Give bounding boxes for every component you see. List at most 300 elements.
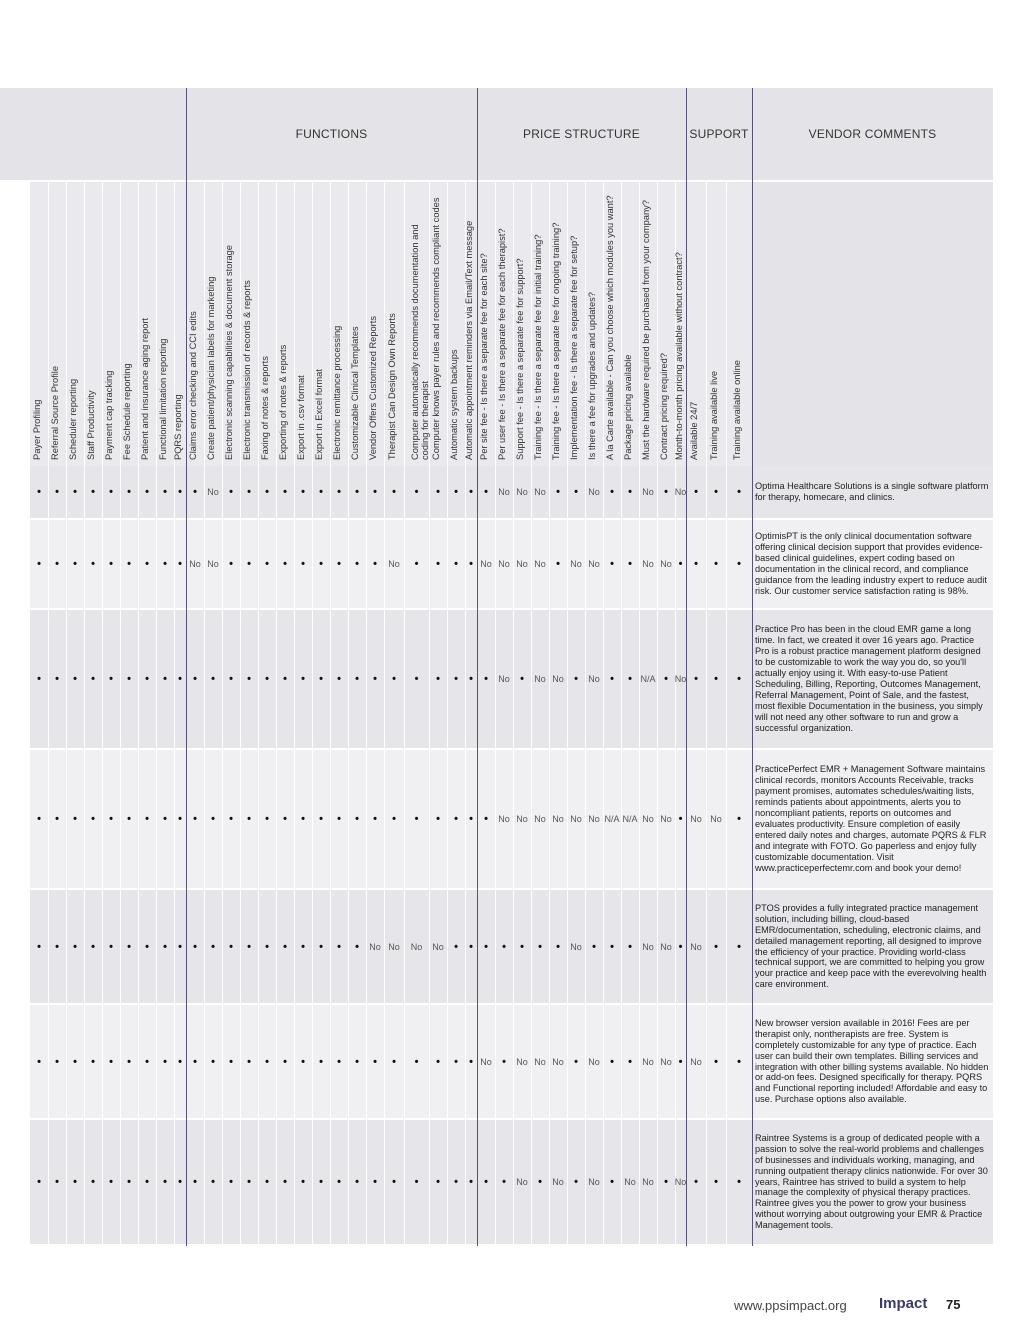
cell-value: • (355, 558, 359, 570)
cell-value: • (319, 1055, 323, 1068)
cell-value: No (388, 559, 400, 569)
cell-value: • (737, 486, 741, 498)
cell-value: • (283, 1055, 287, 1068)
cell-value: • (178, 1176, 182, 1188)
cell-value: • (265, 1176, 269, 1188)
cell-value: • (319, 486, 323, 498)
cell-value: • (414, 558, 419, 570)
cell-value: No (516, 1177, 528, 1187)
cell-value: • (737, 558, 741, 570)
column-header (174, 184, 186, 464)
cell-value: • (163, 673, 167, 685)
vendor-comment: New browser version available in 2016! Fees are per therapist only, nontherapists are free. System is completely customizable for any type of practice. Each user can build their own templates. Billing services and integration with other billing systems available. No hidden or add-on fees. Designed specifically for therapy. PQRS and Functional reporting included! Affordable and easy to use. Purchase options also available. (755, 1017, 989, 1105)
cell-value: No (516, 814, 528, 824)
column-header (138, 184, 156, 464)
cell-value: • (714, 940, 718, 953)
cell-value: • (373, 1176, 377, 1188)
cell-value: N/A (622, 814, 638, 824)
cell-value: • (193, 940, 197, 953)
cell-value: • (628, 486, 632, 498)
column-header (204, 184, 222, 464)
cell-value: • (301, 940, 305, 953)
cell-value: • (163, 940, 167, 953)
cell-value: No (480, 1056, 492, 1067)
cell-value: No (642, 559, 654, 569)
cell-value: • (55, 1055, 59, 1068)
cell-value: • (373, 486, 377, 498)
cell-value: • (265, 673, 269, 685)
column-header (447, 184, 465, 464)
cell-value: • (469, 673, 473, 685)
cell-value: • (337, 813, 341, 825)
cell-value: • (319, 940, 323, 953)
column-header-label: Referral Source Profile (50, 365, 60, 460)
cell-value: No (498, 559, 510, 569)
cell-value: • (694, 486, 698, 498)
cell-value: N/A (640, 674, 656, 684)
cell-value: • (163, 1176, 167, 1188)
cell-value: • (37, 673, 41, 685)
cell-value: • (469, 486, 473, 498)
column-header-label: Electronic scanning capabilities & document storage (224, 245, 234, 460)
cell-value: • (319, 673, 323, 685)
cell-value: • (229, 486, 233, 498)
column-header (675, 184, 686, 464)
cell-value: • (538, 940, 542, 953)
cell-value: • (283, 486, 287, 498)
cell-value: No (534, 559, 546, 569)
cell-value: • (145, 1176, 149, 1188)
cell-value: • (247, 940, 251, 953)
cell-value: • (247, 1055, 251, 1068)
cell-value: • (337, 486, 341, 498)
cell-value: • (454, 558, 458, 570)
column-header (186, 184, 204, 464)
cell-value: • (538, 1176, 542, 1188)
cell-value: • (229, 1055, 233, 1068)
cell-value: • (469, 940, 473, 953)
cell-value: • (145, 1055, 149, 1068)
cell-value: • (178, 940, 182, 953)
cell-value: • (610, 486, 614, 498)
cell-value: No (410, 941, 423, 952)
cell-value: • (55, 486, 59, 498)
cell-value: • (664, 673, 668, 685)
cell-value: No (690, 941, 702, 952)
column-header-label: Training fee - Is there a separate fee for ongoing training? (551, 222, 561, 460)
cell-value: • (484, 673, 488, 685)
cell-value: No (642, 1177, 654, 1187)
column-header-label: Available 24/7 (689, 401, 699, 460)
column-header (495, 184, 513, 464)
cell-value: • (436, 1176, 440, 1188)
column-header (66, 184, 84, 464)
cell-value: • (247, 813, 251, 825)
cell-value: • (556, 558, 560, 570)
cell-value: • (694, 673, 698, 685)
cell-value: • (502, 940, 506, 953)
cell-value: • (319, 558, 323, 570)
cell-value: No (642, 487, 654, 497)
cell-value: • (392, 486, 396, 498)
cell-value: • (319, 813, 323, 825)
cell-value: No (710, 814, 722, 824)
cell-value: No (534, 1056, 546, 1067)
column-header (294, 184, 312, 464)
cell-value: • (436, 813, 440, 825)
cell-value: No (642, 814, 654, 824)
cell-value: • (737, 813, 741, 825)
cell-value: • (714, 673, 718, 685)
cell-value: • (301, 673, 305, 685)
cell-value: • (301, 813, 305, 825)
cell-value: • (337, 1055, 341, 1068)
cell-value: • (211, 940, 215, 953)
cell-value: • (414, 673, 419, 685)
cell-value: • (145, 813, 149, 825)
cell-value: • (355, 486, 359, 498)
cell-value: No (516, 1056, 528, 1067)
cell-value: • (414, 1055, 419, 1068)
cell-value: • (301, 558, 305, 570)
cell-value: • (145, 673, 149, 685)
column-header-label: Export in Excel format (314, 369, 324, 460)
cell-value: • (373, 558, 377, 570)
cell-value: • (454, 486, 458, 498)
cell-value: • (337, 1176, 341, 1188)
section-vendor-comments-title: VENDOR COMMENTS (808, 127, 937, 141)
vendor-comment: OptimisPT is the only clinical documentation software offering clinical decision support that provides evidence-based clinical guidelines, expert coding based on documentation in the clinical record, and compliance guidance from the leading industry expert to reduce audit risk. Our customer service satisfaction rating is 98%. (755, 531, 987, 596)
cell-value: • (454, 673, 458, 685)
column-header-label: Implementation fee - Is there a separate fee for setup? (569, 235, 579, 460)
cell-value: No (534, 674, 546, 684)
cell-value: • (127, 486, 131, 498)
cell-value: • (414, 813, 419, 825)
cell-value: No (690, 1056, 702, 1067)
cell-value: No (552, 814, 564, 824)
column-header-label: Per user fee - Is there a separate fee for each therapist? (497, 228, 507, 460)
column-header (222, 184, 240, 464)
cell-value: No (642, 1056, 654, 1067)
cell-value: No (570, 559, 582, 569)
cell-value: • (73, 1176, 77, 1188)
column-header (312, 184, 330, 464)
column-header-label: Training available live (709, 370, 719, 460)
cell-value: • (55, 673, 59, 685)
cell-value: No (674, 674, 687, 684)
cell-value: • (247, 558, 251, 570)
cell-value: • (109, 1055, 113, 1068)
cell-value: No (588, 674, 600, 684)
cell-value: • (211, 1055, 215, 1068)
cell-value: • (37, 558, 41, 570)
cell-value: No (189, 559, 201, 569)
cell-value: • (373, 813, 377, 825)
column-header-label: Export in .csv format (296, 375, 306, 460)
column-header (404, 184, 429, 464)
column-header-label: Fee Schedule reporting (122, 363, 132, 460)
column-header-label: Package pricing available (623, 354, 633, 460)
vendor-comment: Practice Pro has been in the cloud EMR game a long time. In fact, we created it over 16 years ago. Practice Pro is a robust practice management platform designed to be customizable to work the way you do, so you'll actually enjoy using it. With easy-to-use Patient Scheduling, Billing, Reporting, Outcomes Management, Referral Management, Point of Sale, and the fastest, most flexible Documentation in the business, you simply will not need any other software to run and grow a successful organization. (755, 624, 983, 733)
cell-value: • (502, 1176, 506, 1188)
cell-value: • (574, 673, 578, 685)
cell-value: • (91, 940, 95, 953)
column-header-label: A la Carte available - Can you choose which modules you want? (605, 195, 615, 460)
column-header-label: Patient and insurance aging report (140, 317, 150, 460)
cell-value: • (714, 1176, 718, 1188)
cell-value: • (127, 673, 131, 685)
column-header (84, 184, 102, 464)
cell-value: • (574, 486, 578, 498)
cell-value: • (355, 940, 359, 953)
cell-value: • (414, 1176, 419, 1188)
cell-value: • (109, 940, 113, 953)
cell-value: No (624, 1177, 636, 1187)
cell-value: • (714, 558, 718, 570)
cell-value: No (660, 814, 672, 824)
section-price-structure-title: PRICE STRUCTURE (522, 127, 640, 141)
cell-value: No (388, 941, 400, 952)
cell-value: • (55, 940, 59, 953)
cell-value: • (91, 813, 95, 825)
cell-value: No (552, 1056, 564, 1067)
cell-value: • (355, 673, 359, 685)
cell-value: • (678, 813, 683, 825)
cell-value: • (178, 558, 182, 570)
column-header (120, 184, 138, 464)
column-header (706, 184, 726, 464)
cell-value: • (163, 813, 167, 825)
cell-value: • (454, 813, 458, 825)
cell-value: • (247, 486, 251, 498)
column-header (585, 184, 603, 464)
cell-value: • (392, 813, 396, 825)
column-header-label: Contract pricing required? (659, 353, 669, 460)
column-header-label: Payer Profiling (32, 399, 42, 460)
cell-value: No (674, 487, 687, 497)
section-divider (686, 88, 687, 1246)
section-support-title: SUPPORT (689, 127, 749, 141)
cell-value: • (610, 1055, 614, 1068)
column-header-label: Automatic system backups (449, 349, 459, 460)
cell-value: • (678, 940, 683, 953)
column-header (603, 184, 621, 464)
cell-value: • (55, 558, 59, 570)
cell-value: • (229, 558, 233, 570)
cell-value: • (454, 1055, 458, 1068)
cell-value: • (193, 1055, 197, 1068)
cell-value: • (610, 673, 614, 685)
cell-value: • (193, 813, 197, 825)
cell-value: • (229, 940, 233, 953)
cell-value: • (127, 940, 131, 953)
cell-value: • (628, 1055, 632, 1068)
cell-value: • (414, 486, 419, 498)
cell-value: • (55, 813, 59, 825)
cell-value: • (229, 813, 233, 825)
cell-value: • (211, 1176, 215, 1188)
cell-value: • (73, 558, 77, 570)
cell-value: • (436, 558, 440, 570)
cell-value: No (516, 487, 528, 497)
cell-value: No (660, 1056, 672, 1067)
cell-value: • (678, 1055, 683, 1068)
cell-value: • (355, 813, 359, 825)
cell-value: • (283, 673, 287, 685)
cell-value: • (714, 1055, 718, 1068)
cell-value: • (436, 1055, 440, 1068)
cell-value: No (534, 814, 546, 824)
cell-value: • (265, 1055, 269, 1068)
cell-value: No (588, 559, 600, 569)
cell-value: • (211, 813, 215, 825)
footer-url[interactable]: www.ppsimpact.org (734, 1298, 847, 1313)
column-header-label: Is there a fee for upgrades and updates? (587, 292, 597, 460)
column-header-label: Per site fee - Is there a separate fee for each site? (479, 253, 489, 460)
cell-value: • (229, 673, 233, 685)
cell-value: • (484, 813, 488, 825)
cell-value: • (678, 558, 683, 570)
cell-value: No (552, 1177, 564, 1187)
cell-value: • (73, 940, 77, 953)
column-header (657, 184, 675, 464)
cell-value: • (211, 673, 215, 685)
column-header (258, 184, 276, 464)
cell-value: • (73, 486, 77, 498)
cell-value: • (469, 1055, 473, 1068)
cell-value: • (178, 486, 182, 498)
cell-value: No (660, 941, 672, 952)
cell-value: • (737, 1055, 741, 1068)
cell-value: • (127, 558, 131, 570)
cell-value: • (109, 558, 113, 570)
column-header-label: Must the hardware required be purchased from your company? (641, 200, 651, 460)
cell-value: No (660, 559, 672, 569)
column-header-label: Claims error checking and CCI edits (188, 311, 198, 460)
cell-value: • (91, 1176, 95, 1188)
column-header (639, 184, 657, 464)
column-header-label: Month-to-month pricing available without contract? (673, 252, 684, 460)
column-header (384, 184, 404, 464)
cell-value: • (247, 1176, 251, 1188)
cell-value: • (355, 1176, 359, 1188)
cell-value: • (73, 813, 77, 825)
cell-value: • (283, 940, 287, 953)
cell-value: • (37, 940, 41, 953)
cell-value: No (432, 941, 444, 952)
cell-value: • (484, 1176, 488, 1188)
column-header-label: Customizable Clinical Templates (350, 326, 360, 460)
column-header-label: Training available online (732, 360, 742, 460)
column-header (429, 184, 447, 464)
cell-value: • (37, 813, 41, 825)
cell-value: • (145, 486, 149, 498)
cell-value: • (436, 673, 440, 685)
cell-value: • (694, 558, 698, 570)
section-divider (186, 88, 187, 1246)
cell-value: • (392, 673, 396, 685)
cell-value: • (392, 1055, 396, 1068)
cell-value: • (265, 486, 269, 498)
cell-value: • (37, 1176, 41, 1188)
cell-value: • (737, 673, 741, 685)
cell-value: • (73, 1055, 77, 1068)
cell-value: • (91, 558, 95, 570)
column-header-label: Faxing of notes & reports (260, 356, 270, 460)
cell-value: • (319, 1176, 323, 1188)
column-header (348, 184, 366, 464)
cell-value: No (588, 1056, 600, 1067)
column-header (621, 184, 639, 464)
column-header-label: Payment cap tracking (104, 370, 114, 460)
cell-value: • (283, 558, 287, 570)
cell-value: • (145, 558, 149, 570)
cell-value: • (301, 486, 305, 498)
cell-value: No (570, 814, 582, 824)
cell-value: • (520, 940, 524, 953)
section-divider (477, 88, 478, 1246)
cell-value: No (588, 487, 600, 497)
cell-value: • (610, 940, 614, 953)
cell-value: • (109, 486, 113, 498)
column-header (513, 184, 531, 464)
cell-value: • (592, 940, 596, 953)
cell-value: • (163, 1055, 167, 1068)
column-header (30, 184, 48, 464)
cell-value: • (91, 1055, 95, 1068)
column-header-label: Computer automatically recommends documentation and coding for therapist (409, 224, 430, 460)
column-header (567, 184, 585, 464)
cell-value: • (193, 673, 197, 685)
cell-value: No (516, 559, 528, 569)
column-header (726, 184, 752, 464)
cell-value: • (436, 486, 440, 498)
cell-value: • (737, 1176, 741, 1188)
cell-value: • (301, 1176, 305, 1188)
cell-value: • (337, 673, 341, 685)
column-header (531, 184, 549, 464)
cell-value: • (664, 486, 668, 498)
cell-value: • (265, 813, 269, 825)
vendor-comment: PracticePerfect EMR + Management Software maintains clinical records, monitors Accounts Receivable, tracks payment promises, automates schedules/waiting lists, reminds patients about appointments, alerts you to noncompliant patients, reports on outcomes and evaluates productivity. Ensure completion of easily entered daily notes and charges, automate PQRS & FLR and integrate with FOTO. Go paperless and enjoy fully customizable documentation. Visit www.practiceperfectemr.com and book your demo! (755, 764, 987, 873)
cell-value: • (355, 1055, 359, 1068)
column-header (240, 184, 258, 464)
cell-value: No (588, 814, 600, 824)
cell-value: • (469, 813, 473, 825)
cell-value: • (178, 673, 182, 685)
cell-value: • (163, 558, 167, 570)
cell-value: N/A (604, 814, 620, 824)
cell-value: • (178, 1055, 182, 1068)
cell-value: • (373, 1055, 377, 1068)
cell-value: No (369, 941, 381, 952)
cell-value: • (127, 1176, 131, 1188)
cell-value: • (610, 1176, 614, 1188)
footer-brand: Impact (879, 1295, 928, 1312)
cell-value: • (37, 486, 41, 498)
cell-value: • (628, 558, 632, 570)
cell-value: • (664, 1176, 668, 1188)
cell-value: • (91, 673, 95, 685)
cell-value: • (337, 940, 341, 953)
cell-value: No (498, 674, 510, 684)
header-divider (0, 180, 993, 182)
cell-value: • (714, 486, 718, 498)
cell-value: • (628, 940, 632, 953)
page-number: 75 (946, 1297, 961, 1312)
column-header (48, 184, 66, 464)
cell-value: • (193, 1176, 197, 1188)
